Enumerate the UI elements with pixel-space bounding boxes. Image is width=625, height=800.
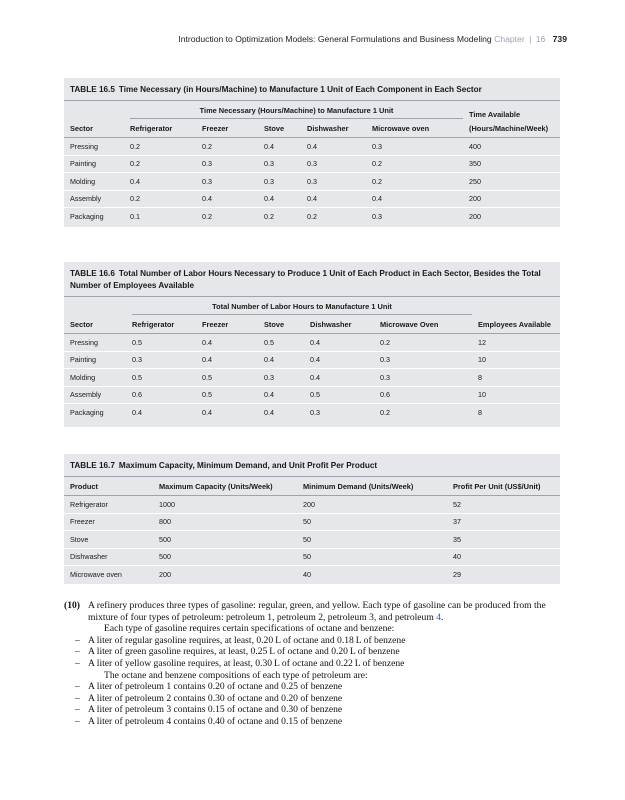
column-header: Sector: [70, 123, 94, 133]
table-16-6-caption: [64, 262, 560, 292]
table-cell: 1000: [159, 499, 175, 509]
running-head: [178, 34, 567, 44]
table-cell: 0.3: [307, 176, 317, 186]
list-item: [64, 635, 564, 647]
column-header: Minimum Demand (Units/Week): [303, 481, 414, 491]
table-cell: 0.4: [202, 355, 212, 365]
list-item: [64, 658, 564, 670]
list-item-text: A liter of petroleum 4 contains 0.40 of octane and 0.15 of benzene: [88, 715, 343, 727]
table-16-7-caption: [64, 454, 560, 472]
table-cell: 0.5: [132, 372, 142, 382]
table-cell: 200: [303, 499, 315, 509]
row-label: Molding: [70, 176, 96, 186]
table-cell: 50: [303, 517, 311, 527]
table-16-5-last-header-line1: Time Available: [469, 110, 521, 119]
spec-list: [64, 635, 564, 670]
table-cell: 0.3: [307, 159, 317, 169]
dash-bullet: –: [75, 634, 80, 646]
table-cell: 0.4: [307, 194, 317, 204]
table-16-6-body: [64, 334, 560, 421]
table-cell: 52: [453, 499, 461, 509]
row-label: Packaging: [70, 211, 104, 221]
table-cell: 0.3: [132, 355, 142, 365]
problem-10: [64, 600, 564, 728]
problem-intro-highlight: 4: [436, 611, 442, 623]
row-label: Assembly: [70, 390, 102, 400]
column-header: Refrigerator: [130, 123, 173, 133]
problem-intro-text: A refinery produces three types of gasoline: regular, green, and yellow. Each type of gasoline can be produced from the mixture of four types of petroleum: petroleum 1, petroleum 2, petroleum 3, and petroleum: [88, 600, 546, 623]
problem-intro-end: .: [441, 611, 444, 623]
table-row: [64, 513, 560, 531]
table-cell: 0.3: [372, 211, 382, 221]
table-cell: 200: [469, 194, 481, 204]
table-row: [64, 566, 560, 583]
column-header: Employees Available: [478, 319, 551, 329]
column-header: (Hours/Machine/Week): [469, 123, 549, 133]
dash-bullet: –: [75, 657, 80, 669]
table-cell: 0.5: [132, 337, 142, 347]
list-item: [64, 693, 564, 705]
table-16-7: [64, 454, 560, 584]
column-header: Dishwasher: [307, 123, 349, 133]
table-cell: 0.3: [264, 372, 274, 382]
table-cell: 0.4: [310, 337, 320, 347]
table-cell: 0.2: [372, 159, 382, 169]
table-row: [64, 155, 560, 173]
row-label: Dishwasher: [70, 552, 108, 562]
table-16-5-span-header: Time Necessary (Hours/Machine) to Manufacture 1 Unit: [130, 106, 463, 119]
column-header: Stove: [264, 123, 285, 133]
list-item: [64, 716, 564, 728]
table-cell: 0.4: [264, 194, 274, 204]
dash-bullet: –: [75, 704, 80, 716]
dash-bullet: –: [75, 681, 80, 693]
table-cell: 0.5: [202, 372, 212, 382]
problem-number: (10): [64, 600, 80, 611]
table-cell: 0.4: [202, 337, 212, 347]
table-cell: 0.6: [380, 390, 390, 400]
table-16-7-body: [64, 496, 560, 583]
table-cell: 0.2: [307, 211, 317, 221]
list-item-text: A liter of yellow gasoline requires, at least, 0.30 L of octane and 0.22 L of benzene: [88, 657, 405, 669]
table-cell: 10: [478, 355, 486, 365]
row-label: Molding: [70, 372, 96, 382]
row-label: Pressing: [70, 141, 98, 151]
table-16-5-grid: [64, 101, 560, 225]
column-header: Freezer: [202, 123, 229, 133]
table-cell: 0.4: [307, 141, 317, 151]
table-16-6-grid: [64, 297, 560, 421]
table-row: [64, 173, 560, 191]
table-16-7-number: TABLE 16.7: [70, 461, 115, 470]
table-cell: 0.2: [372, 176, 382, 186]
table-cell: 0.5: [202, 390, 212, 400]
table-cell: 200: [469, 211, 481, 221]
table-row: [64, 496, 560, 514]
table-cell: 0.4: [264, 407, 274, 417]
table-16-6-number: TABLE 16.6: [70, 269, 115, 278]
table-cell: 0.3: [380, 355, 390, 365]
table-cell: 400: [469, 141, 481, 151]
table-row: [64, 369, 560, 387]
chapter-separator: |: [529, 34, 532, 44]
table-row: [64, 404, 560, 421]
list-item-text: A liter of petroleum 2 contains 0.30 of octane and 0.20 of benzene: [88, 692, 343, 704]
table-row: [64, 190, 560, 208]
column-header: Stove: [264, 319, 285, 329]
list-item-text: A liter of petroleum 3 contains 0.15 of octane and 0.30 of benzene: [88, 704, 343, 716]
page-number: 739: [552, 34, 567, 44]
table-16-5-number: TABLE 16.5: [70, 85, 115, 94]
dash-bullet: –: [75, 646, 80, 658]
column-header: Dishwasher: [310, 319, 352, 329]
table-row: [64, 138, 560, 156]
table-row: [64, 334, 560, 352]
table-cell: 0.3: [380, 372, 390, 382]
table-cell: 0.2: [380, 337, 390, 347]
table-row: [64, 531, 560, 549]
list-item-text: A liter of green gasoline requires, at least, 0.25 L of octane and 0.20 L of benzene: [88, 646, 400, 658]
table-16-7-title: Maximum Capacity, Minimum Demand, and Unit Profit Per Product: [118, 461, 378, 470]
table-row: [64, 351, 560, 369]
comp-list: [64, 681, 564, 727]
column-header: Microwave Oven: [380, 319, 439, 329]
row-label: Painting: [70, 355, 96, 365]
row-label: Refrigerator: [70, 499, 108, 509]
table-cell: 0.2: [130, 159, 140, 169]
table-row: [64, 548, 560, 566]
table-cell: 35: [453, 534, 461, 544]
table-cell: 0.4: [130, 176, 140, 186]
table-cell: 12: [478, 337, 486, 347]
table-cell: 8: [478, 407, 482, 417]
table-cell: 0.2: [130, 141, 140, 151]
row-label: Pressing: [70, 337, 98, 347]
row-label: Painting: [70, 159, 96, 169]
table-cell: 8: [478, 372, 482, 382]
row-label: Packaging: [70, 407, 104, 417]
table-16-5-caption: [64, 78, 560, 96]
column-header: Profit Per Unit (US$/Unit): [453, 481, 541, 491]
table-cell: 350: [469, 159, 481, 169]
list-item: [64, 704, 564, 716]
running-title: Introduction to Optimization Models: General Formulations and Business Modeling: [178, 34, 492, 44]
comp-lead: The octane and benzene compositions of each type of petroleum are:: [104, 669, 368, 681]
table-cell: 0.1: [130, 211, 140, 221]
table-cell: 0.5: [310, 390, 320, 400]
column-header: Product: [70, 481, 98, 491]
table-16-5-body: [64, 138, 560, 225]
table-cell: 800: [159, 517, 171, 527]
table-cell: 40: [303, 569, 311, 579]
column-header: Sector: [70, 319, 94, 329]
list-item: [64, 646, 564, 658]
column-header: Freezer: [202, 319, 229, 329]
column-header: Maximum Capacity (Units/Week): [159, 481, 273, 491]
table-16-5: [64, 78, 560, 227]
table-16-6-span-header: Total Number of Labor Hours to Manufacture 1 Unit: [132, 302, 472, 315]
row-label: Freezer: [70, 517, 95, 527]
table-cell: 0.3: [264, 176, 274, 186]
table-cell: 0.4: [132, 407, 142, 417]
table-16-5-title: Time Necessary (in Hours/Machine) to Manufacture 1 Unit of Each Component in Each Sector: [118, 85, 482, 94]
table-cell: 0.3: [310, 407, 320, 417]
table-cell: 200: [159, 569, 171, 579]
table-cell: 0.2: [380, 407, 390, 417]
dash-bullet: –: [75, 715, 80, 727]
list-item-text: A liter of petroleum 1 contains 0.20 of octane and 0.25 of benzene: [88, 681, 343, 693]
table-cell: 500: [159, 552, 171, 562]
column-header: Refrigerator: [132, 319, 175, 329]
chapter-label: Chapter: [494, 34, 525, 44]
dash-bullet: –: [75, 692, 80, 704]
list-item-text: A liter of regular gasoline requires, at least, 0.20 L of octane and 0.18 L of benzene: [88, 634, 406, 646]
table-cell: 29: [453, 569, 461, 579]
table-cell: 0.2: [130, 194, 140, 204]
table-cell: 0.6: [132, 390, 142, 400]
table-cell: 50: [303, 534, 311, 544]
table-cell: 0.3: [202, 176, 212, 186]
row-label: Microwave oven: [70, 569, 122, 579]
table-cell: 250: [469, 176, 481, 186]
table-cell: 0.3: [202, 159, 212, 169]
spec-lead: Each type of gasoline requires certain specifications of octane and benzene:: [104, 623, 395, 635]
table-cell: 0.2: [264, 211, 274, 221]
table-cell: 40: [453, 552, 461, 562]
table-cell: 0.4: [264, 141, 274, 151]
table-cell: 0.3: [264, 159, 274, 169]
table-cell: 0.4: [310, 355, 320, 365]
table-cell: 0.4: [264, 355, 274, 365]
row-label: Assembly: [70, 194, 102, 204]
table-cell: 0.4: [372, 194, 382, 204]
table-row: [64, 208, 560, 225]
table-cell: 0.4: [310, 372, 320, 382]
table-cell: 500: [159, 534, 171, 544]
table-16-6: [64, 262, 560, 427]
table-cell: 0.5: [264, 337, 274, 347]
table-cell: 0.4: [264, 390, 274, 400]
table-cell: 10: [478, 390, 486, 400]
table-cell: 0.2: [202, 211, 212, 221]
table-cell: 0.2: [202, 141, 212, 151]
table-cell: 0.4: [202, 407, 212, 417]
column-header: Microwave oven: [372, 123, 430, 133]
chapter-number: 16: [535, 34, 546, 44]
list-item: [64, 681, 564, 693]
table-cell: 0.4: [202, 194, 212, 204]
row-label: Stove: [70, 534, 89, 544]
table-16-6-title: Total Number of Labor Hours Necessary to Produce 1 Unit of Each Product in Each Sector, Besides the Total Number of Employees Available: [70, 269, 541, 290]
table-cell: 50: [303, 552, 311, 562]
table-16-7-grid: [64, 477, 560, 583]
problem-intro: [64, 600, 564, 623]
table-cell: 0.3: [372, 141, 382, 151]
table-cell: 37: [453, 517, 461, 527]
table-row: [64, 386, 560, 404]
